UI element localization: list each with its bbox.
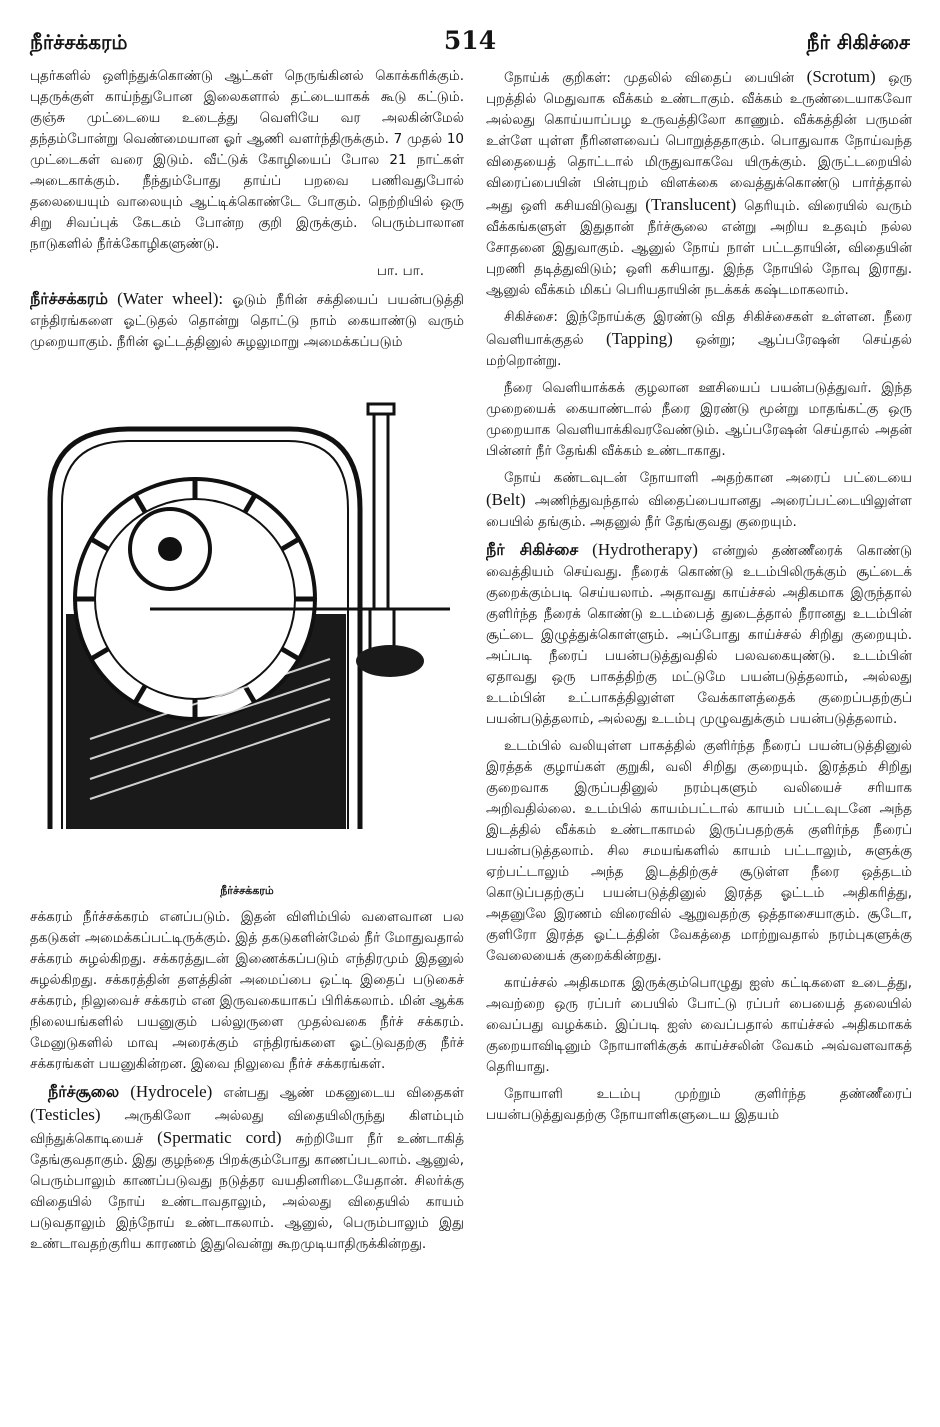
entry-term-english: (Hydrocele) [130,1082,213,1101]
paragraph: நோயாளி உடம்பு முற்றும் குளிர்ந்த தண்ணீரைப் பயன்படுத்துவதற்கு நோயாளிகளுடைய இதயம் [486,1086,912,1123]
entry-term-english: (Hydrotherapy) [592,540,698,559]
english-gloss: (Tapping) [606,329,673,348]
figure-caption: நீர்ச்சக்கரம் [220,884,274,897]
entry-text: ஓடும் நீரின் சக்தியைப் பயன்படுத்தி எந்திரங்களை ஓட்டுதல் தொன்று தொட்டு நாம் கையாண்டு வரும் முறையாகும். நீரின் ஓட்டத்தினுல் சுழலுமாறு அமைக்கப்படும் [30,292,464,350]
text: தெரியும். விரையில் வரும் வீக்கங்களுள் இதுதான் நீர்ச்சூலை என்று அறிய உதவும் நல்ல சோதனை இதுவாகும். ஆனுல் நோய் நாள் பட்டதாயின், விதையின் புறணி தடித்துவிடும்; ஒளி கசியாது. இந்த நோயில் நோவு இராது. ஆனுல் வீக்கம் மிகப் பெரியதாயின் நடக்கக் கஷ்டமாகலாம். [486,198,912,298]
entry-text: சுற்றியோ நீர் உண்டாகித் தேங்குவதாகும். இது குழந்தை பிறக்கும்போது காணப்படலாம். ஆனுல், பெரும்பாலும் காணப்படுவது நடுத்தர வயதினரிடையேதான். சிலர்க்கு விதையில் நோய் உண்டாவதாலும், அல்லது விதையில் காயம் படுவதாலும் இந்நோய் உண்டாகலாம். ஆனுல், பெரும்பாலும் இது உண்டாவதற்குரிய காரணம் இதுவென்று கூறமுடியாதிருக்கின்றது. [30,1131,464,1252]
entry-text: என்றுல் தண்ணீரைக் கொண்டு வைத்தியம் செய்வது. நீரைக் கொண்டு உடம்பிலிருக்கும் சூட்டைக் குறைக்கும்படி செய்யலாம். அதாவது காய்ச்சல் அதிகமாக இருந்தால் குளிர்ந்த நீரைக் கொண்டு உடம்பைத் துடைத்தால் நீரானது உடம்பின் சூட்டை இழுத்துக்கொள்ளும். அப்போது காய்ச்சல் சிறிது குறையும். அப்படி நீரைப் பயன்படுத்துவதில் பலவகையுண்டு. உடம்பின் ஏதாவது ஒரு பாகத்திற்கு மட்டுமே பயன்படுத்தலாம், அல்லது உடம்பின் உட்பாகத்திலுள்ள வேக்காளத்தைக் குறைப்பதற்குப் பயன்படுத்தலாம், அல்லது உடம்பு முழுவதுக்கும் பயன்படுத்தலாம். [486,543,912,727]
paragraph: காய்ச்சல் அதிகமாக இருக்கும்பொழுது ஐஸ் கட்டிகளை உடைத்து, அவற்றை ஒரு ரப்பர் பையில் போட்டு ரப்பர் பையைத் தலையில் வைப்பது வழக்கம். இப்படி ஐஸ் வைப்பதால் காய்ச்சல் அதிகமாகக் குறையாவிடினும் நோயாளிக்குக் காய்ச்சலின் வேகம் அவ்வளவாகத் தெரியாது. [486,975,912,1075]
entry-text: என்பது ஆண் மகனுடைய விதைகள் [223,1085,464,1101]
entry-term-english: (Water wheel): [117,289,224,308]
text: நோய் கண்டவுடன் நோயாளி அதற்கான அரைப் பட்டையை [504,470,912,486]
entry-text: அருகிலோ அல்லது விதையிலிருந்து கிளம்பும் விந்துக்கொடியைச் [30,1108,464,1147]
text: அணிந்துவந்தால் விதைப்பையானது அரைப்பட்டையிலுள்ள பையில் தங்கும். அதனுல் நீர் தேங்குவது குறையும். [486,493,912,530]
text: நோய்க் குறிகள்: முதலில் விதைப் பையின் [504,70,795,86]
paragraph: புதர்களில் ஒளிந்துக்கொண்டு ஆட்கள் நெருங்கினல் கொக்கரிக்கும். புதருக்குள் காய்ந்துபோன இலைகளால் தட்டையாகக் கூடு கட்டும். குஞ்சு முட்டையை உடைத்து வெளியே வர அலகின்மேல் தந்தம்போன்று வெண்மையான ஓர் ஆணி வளர்ந்திருக்கும். 7 முதல் 10 முட்டைகள் வரை இடும். வீட்டுக் கோழியைப் போல 21 நாட்கள் அடைகாக்கும். நீந்தும்போது தாய்ப் பறவை பணிவதுபோல் தலையையும் வாலையும் ஆட்டிக்கொண்டே போகும். நெற்றியில் ஒரு சிறு சிவப்புக் கேடகம் போன்ற குறி இருக்கும். பெரும்பாலான நாடுகளில் நீர்க்கோழிகளுண்டு. [30,68,464,252]
text: ஒன்று; ஆப்பரேஷன் செய்தல் மற்றொன்று. [486,332,912,369]
entry-hydrocele [30,1081,464,1255]
page-number: 514 [443,26,497,55]
text: சிகிச்சை: இந்நோய்க்கு இரண்டு வித சிகிச்சைகள் உள்ளன. நீரை வெளியாக்குதல் [486,309,912,348]
running-head-left: நீர்ச்சக்கரம் [30,30,128,54]
paragraph-symptoms [486,66,912,301]
left-column [30,66,464,1397]
entry-water-wheel [30,288,464,353]
text: ஒரு புறத்தில் மெதுவாக வீக்கம் உண்டாகும். வீக்கம் உருண்டையாகவோ அல்லது கொய்யாப்பழ உருவத்திலோ காணும். வீக்கத்தின் பருமன் உள்ளே யுள்ள நீரினளவைப் பொறுத்ததாகும். பொதுவாக நோய்வந்த விதையைத் தொட்டால் மிருதுவாகவே யிருக்கும். இருட்டறையில் விரைப்பையின் பின்புறம் விளக்கை வைத்துக்கொண்டு பார்த்தால் அது ஒளி கசியவிடுவது [486,70,912,214]
english-gloss: (Translucent) [645,195,737,214]
entry-term: நீர்ச்சக்கரம் [30,289,108,308]
entry-term: நீர் சிகிச்சை [486,540,579,559]
english-gloss: (Testicles) [30,1105,101,1124]
right-column [486,66,912,1397]
paragraph: சக்கரம் நீர்ச்சக்கரம் எனப்படும். இதன் விளிம்பில் வளைவான பல தகடுகள் அமைக்கப்பட்டிருக்கும். இத் தகடுகளின்மேல் நீர் மோதுவதால் சக்கரம் சுழல்கிறது. சக்கரத்துடன் இணைக்கப்படும் எந்திரமும் இதனுல் சுழல்கிறது. சக்கரத்தின் தளத்தின் அமைப்பை ஒட்டி இதைப் படுகைச் சக்கரம், நிலுவைச் சக்கரம் என இருவகையாகப் பிரிக்கலாம். மின் ஆக்க நிலையங்களில் பயனுகும் பல்லுருளை முதல்வகை நீர்ச் சக்கரம். மேனுடுகளில் மாவு அரைக்கும் எந்திரங்களை ஓட்டுவதற்கு நீர்ச் சக்கரங்கள் பயனுகின்றன. இவை நிலுவை நீர்ச் சக்கரங்கள். [30,909,464,1072]
page-header [30,28,910,62]
running-head-right: நீர் சிகிச்சை [806,30,910,54]
english-gloss: (Scrotum) [806,67,876,86]
water-wheel-drawing [30,359,464,879]
english-gloss: (Belt) [486,490,526,509]
paragraph-belt [486,468,912,533]
paragraph: உடம்பில் வலியுள்ள பாகத்தில் குளிர்ந்த நீரைப் பயன்படுத்தினுல் இரத்தக் குழாய்கள் குறுகி, வலி சிறிது குறையும். இரத்தம் சிறிது குறைவாக இருப்பதினுல் நரம்புகளும் வலியைச் சரியாக அறிவதில்லை. உடம்பில் காயம்பட்டால் காயம் பட்டவுடனே அந்த இடத்தில் வீக்கம் உண்டாகாமல் இருப்பதற்குக் குளிர்ந்த நீரைப் பயன்படுத்தலாம். சில சமயங்களில் காயம் பட்டாலும், சுளுக்கு ஏற்பட்டாலும் அந்த இடத்திற்குச் சூடுள்ள நீரை ஒத்தடம் கொடுப்பதற்குப் பயன்படுத்தினுல் இரத்த ஓட்டம் அதிகரித்து, அதனுலே இரணம் விரைவில் ஆறுவதற்கு ஒத்தாசையாகும். சூடோ, குளிரோ இரத்த ஓட்டத்தின் வேகத்தை மாற்றுவதால் நரம்புகளுக்கு வேலையைக் குறைக்கின்றது. [486,738,912,964]
author-initials: பா. பா. [376,263,424,279]
paragraph-treatment [486,307,912,372]
entry-term: நீர்ச்சூலை [48,1082,120,1101]
entry-hydrotherapy [486,539,912,730]
english-gloss: (Spermatic cord) [157,1128,282,1147]
water-wheel-illustration [30,359,464,899]
paragraph: நீரை வெளியாக்கக் குழலான ஊசியைப் பயன்படுத்துவர். இந்த முறையைக் கையாண்டால் நீரை இரண்டு மூன்று மாதங்கட்கு ஒரு முறையாக வெளியாக்கிவரவேண்டும். ஆப்பரேஷன் செய்தால் அதன் பின்னர் நீர் தேங்கி வீக்கம் உண்டாகாது. [486,380,912,459]
